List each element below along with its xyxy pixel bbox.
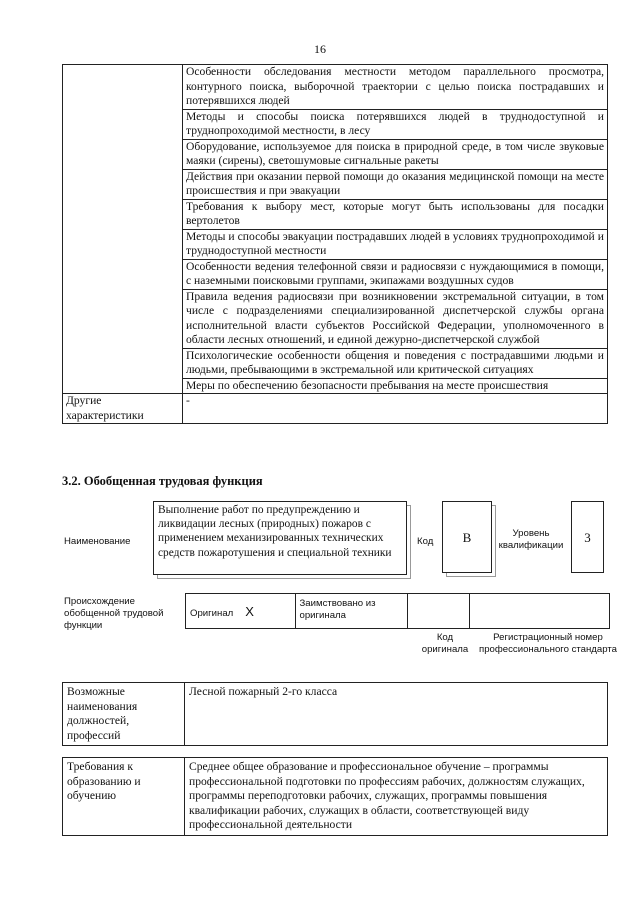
- knowledge-item: Требования к выбору мест, которые могут быть использованы для посадки вертолетов: [183, 199, 608, 229]
- level-label: Уровень квалификации: [498, 528, 564, 551]
- code-label: Код: [417, 536, 434, 547]
- positions-table: [62, 682, 608, 746]
- code-original-label: Код оригинала: [421, 632, 469, 655]
- name-label: Наименование: [64, 536, 131, 547]
- knowledge-item: Оборудование, используемое для поиска в природной среде, в том числе звуковые маяки (сирены), светошумовые сигнальные ракеты: [183, 139, 608, 169]
- table-row: [63, 683, 608, 746]
- knowledge-table: [62, 64, 608, 424]
- code-value: В: [442, 501, 492, 573]
- page-number: 16: [314, 42, 326, 56]
- section-title: 3.2. Обобщенная трудовая функция: [62, 474, 263, 488]
- reg-number-label: Регистрационный номер профессионального стандарта: [479, 632, 617, 655]
- knowledge-item: Правила ведения радиосвязи при возникновении экстремальной ситуации, в том числе с подразделениями специализированной диспетчерской службы органа исполнительной власти субъектов Российской Федерации, уполномоченного в области лесных отношений, и единой дежурно-диспетчерской службой: [183, 289, 608, 348]
- table-row: [63, 394, 608, 424]
- knowledge-item: Психологические особенности общения и поведения с пострадавшими людьми и людьми, пребывающими в экстремальной или критической ситуациях: [183, 348, 608, 378]
- knowledge-item: Особенности обследования местности методом параллельного просмотра, контурного поиска, выборочной траектории с целью поиска пострадавших и потерявшихся людей: [183, 65, 608, 110]
- original-label: Оригинал: [190, 608, 234, 619]
- original-mark: X: [245, 604, 254, 619]
- level-value: 3: [571, 501, 604, 573]
- borrowed-label: Заимствовано из оригинала: [299, 598, 376, 621]
- reg-number-cell: [470, 594, 610, 629]
- name-value: Выполнение работ по предупреждению и ликвидации лесных (природных) пожаров с применением механизированных технических средств пожаротушения и специальной техники: [153, 501, 407, 575]
- positions-value: Лесной пожарный 2-го класса: [185, 683, 608, 746]
- knowledge-item: Методы и способы эвакуации пострадавших людей в условиях труднопроходимой и труднодоступной местности: [183, 229, 608, 259]
- table-row: [186, 594, 610, 629]
- education-table: [62, 757, 608, 836]
- other-characteristics-value: -: [183, 394, 608, 424]
- table-row: [63, 758, 608, 836]
- knowledge-item: Особенности ведения телефонной связи и радиосвязи с нуждающимися в помощи, с наземными поисковыми группами, экипажами воздушных судов: [183, 259, 608, 289]
- education-value: Среднее общее образование и профессиональное обучение – программы профессиональной подготовки по профессиям рабочих, должностям служащих, программы переподготовки рабочих, служащих, программы повышения квалификации рабочих, служащих в области, соответствующей виду профессиональной деятельности: [185, 758, 608, 836]
- education-label: Требования к образованию и обучению: [63, 758, 185, 836]
- origin-label: Происхождение обобщенной трудовой функции: [64, 596, 164, 631]
- original-cell: [186, 594, 296, 629]
- code-original-cell: [408, 594, 470, 629]
- knowledge-label-cell: [63, 65, 183, 394]
- origin-table: [185, 593, 610, 629]
- knowledge-item: Действия при оказании первой помощи до оказания медицинской помощи на месте происшествия и при эвакуации: [183, 169, 608, 199]
- knowledge-item: Методы и способы поиска потерявшихся людей в труднодоступной и труднопроходимой местности, в лесу: [183, 109, 608, 139]
- borrowed-cell: [295, 594, 408, 629]
- other-characteristics-label: Другие характеристики: [63, 394, 183, 424]
- positions-label: Возможные наименования должностей, профессий: [63, 683, 185, 746]
- knowledge-item: Меры по обеспечению безопасности пребывания на месте происшествия: [183, 378, 608, 394]
- table-row: [63, 65, 608, 110]
